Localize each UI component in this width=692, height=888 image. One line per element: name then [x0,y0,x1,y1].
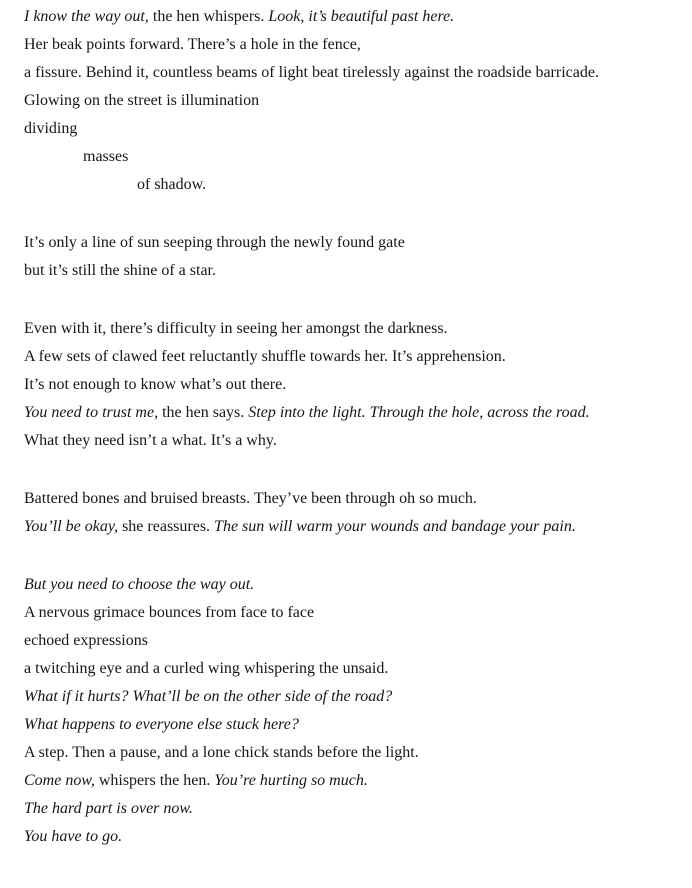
text-segment: the hen says. [158,404,249,421]
poem-line [24,343,686,371]
text-segment: Even with it, there’s difficulty in seeing her amongst the darkness. [24,320,448,337]
text-segment: Battered bones and bruised breasts. They’ve been through oh so much. [24,490,477,507]
stanza-3 [24,315,686,455]
poem-line [24,31,686,59]
text-segment: Her beak points forward. There’s a hole in the fence, [24,36,361,53]
text-segment: she reassures. [118,518,215,535]
text-segment: masses [83,148,129,165]
stanza-4 [24,485,686,541]
stanza-5 [24,571,686,851]
poem-line [24,427,686,455]
poem-line [24,315,686,343]
text-segment: dividing [24,120,78,137]
poem-line [24,115,686,143]
text-segment: What they need isn’t a what. It’s a why. [24,432,277,449]
text-segment: whispers the hen. [94,772,215,789]
poem-line [24,627,686,655]
poem-line [24,371,686,399]
italic-text-segment: You have to go. [24,828,123,845]
text-segment: It’s not enough to know what’s out there. [24,376,287,393]
stanza-1 [24,3,686,199]
poem-line [24,711,686,739]
text-segment: A step. Then a pause, and a lone chick stands before the light. [24,744,419,761]
poem-line [24,87,686,115]
poem-line [24,571,686,599]
text-segment: of shadow. [137,176,207,193]
italic-text-segment: Look, it’s beautiful past here. [268,8,455,25]
text-segment: It’s only a line of sun seeping through the newly found gate [24,234,405,251]
italic-text-segment: You’ll be okay, [24,518,119,535]
poem-line [24,3,686,31]
poem-body [24,3,686,851]
italic-text-segment: You’re hurting so much. [214,772,368,789]
italic-text-segment: You need to trust me, [24,404,159,421]
poem-line [24,257,686,285]
poem-line [24,229,686,257]
italic-text-segment: Step into the light. Through the hole, across the road. [248,404,590,421]
poem-line [24,767,686,795]
italic-text-segment: But you need to choose the way out. [24,576,255,593]
poem-line [24,795,686,823]
text-segment: but it’s still the shine of a star. [24,262,216,279]
poem-line [24,683,686,711]
italic-text-segment: Come now, [24,772,95,789]
italic-text-segment: I know the way out, [24,8,149,25]
stanza-2 [24,229,686,285]
poem-line [24,513,686,541]
text-segment: A few sets of clawed feet reluctantly shuffle towards her. It’s apprehension. [24,348,506,365]
poem-line [24,171,686,199]
text-segment: the hen whispers. [148,8,269,25]
poem-line [24,59,686,87]
text-segment: A nervous grimace bounces from face to face [24,604,315,621]
poem-line [24,739,686,767]
poem-line [24,655,686,683]
text-segment: a twitching eye and a curled wing whispering the unsaid. [24,660,389,677]
poem-line [24,823,686,851]
italic-text-segment: What happens to everyone else stuck here? [24,716,299,733]
text-segment: echoed expressions [24,632,148,649]
text-segment: a fissure. Behind it, countless beams of light beat tirelessly against the roadside barricade. [24,64,599,81]
italic-text-segment: The hard part is over now. [24,800,193,817]
poem-line [24,143,686,171]
text-segment: Glowing on the street is illumination [24,92,260,109]
poem-line [24,599,686,627]
poem-line [24,399,686,427]
italic-text-segment: The sun will warm your wounds and bandage your pain. [214,518,576,535]
poem-line [24,485,686,513]
italic-text-segment: What if it hurts? What’ll be on the other side of the road? [24,688,393,705]
